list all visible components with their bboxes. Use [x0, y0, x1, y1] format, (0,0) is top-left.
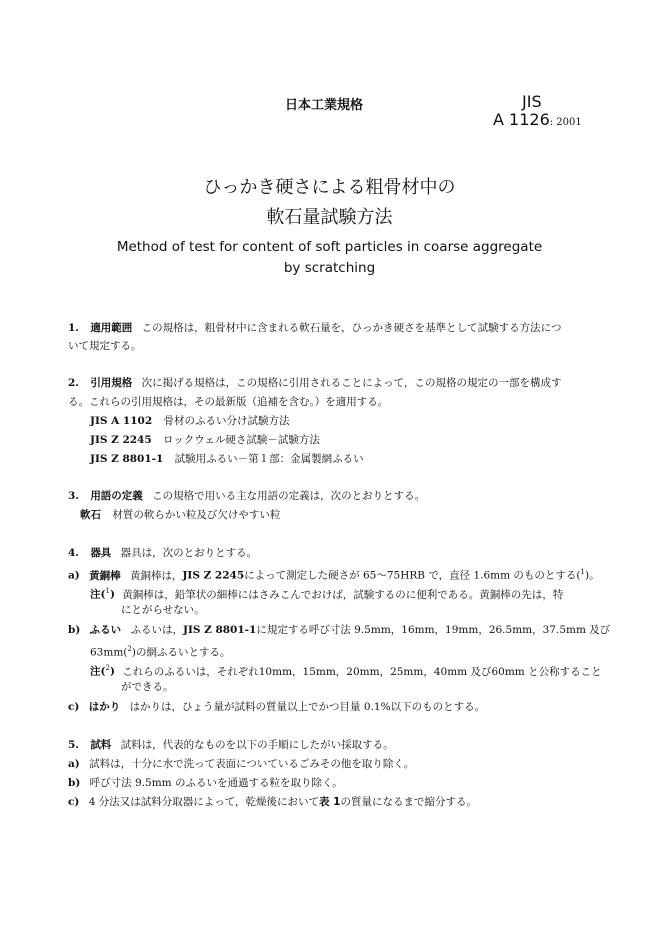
s2-text: 次に掲げる規格は，この規格に引用されることによって，この規格の規定の一部を構成す [141, 377, 562, 389]
item-text: によって測定した硬さが 65～75HRB で，直径 1.6mm のものとする( [244, 569, 581, 582]
s2-heading: 引用規格 [90, 377, 133, 389]
term: 軟石 [80, 509, 101, 521]
note-label: 注( [90, 588, 106, 601]
item-term: はかり [88, 701, 121, 713]
s1-text: この規格は，粗骨材中に含まれる軟石量を，ひっかき硬さを基準として試験する方法につ [141, 322, 562, 334]
item-ref: JIS Z 2245 [182, 569, 245, 582]
ref-title: 骨材のふるい分け試験方法 [163, 415, 290, 427]
title-en-line1: Method of test for content of soft particles in coarse aggregate [116, 239, 543, 255]
code-year: : 2001 [549, 117, 582, 128]
item-text: )の網ふるいとする。 [131, 646, 231, 659]
s5a-line [68, 757, 414, 771]
note-sup: 2 [105, 664, 110, 672]
footnote-ref: 2 [127, 645, 132, 653]
item-text: の質量になるまで縮分する。 [340, 796, 477, 808]
standard-code [493, 110, 582, 129]
note-label-close: ) [109, 665, 115, 678]
note-label: 注( [90, 665, 106, 678]
item-text: ふるいは， [130, 624, 183, 636]
note-line2: にとがらせない。 [121, 604, 205, 616]
s3-term-line [80, 508, 280, 522]
note-text: 黄銅棒は，鉛筆状の細棒にはさみこんでおけば，試験するのに便利である。黄銅棒の先は，特 [122, 588, 564, 601]
s4-heading: 器具 [90, 547, 112, 559]
s1-line1 [68, 321, 561, 335]
ref-code: JIS A 1102 [90, 415, 153, 427]
table-ref: 表 1 [319, 796, 341, 808]
note-line [90, 584, 563, 602]
jis-label: JIS [522, 92, 542, 111]
item-text: はかりは，ひょう量が試料の質量以上でかつ目量 0.1%以下のものとする。 [129, 701, 486, 713]
ref-title: 試験用ふるい－第１部：金属製網ふるい [174, 453, 364, 465]
s1-heading: 適用範囲 [90, 322, 133, 334]
footnote-ref: 1 [580, 568, 585, 576]
standard-name: 日本工業規格 [285, 98, 364, 113]
s2-line2: る。これらの引用規格は，その最新版（追補を含む。）を適用する。 [68, 396, 389, 408]
s5b-line [68, 776, 343, 790]
s5-number: 5. [68, 739, 79, 751]
ref-code: JIS Z 8801-1 [90, 453, 164, 465]
item-text: 呼び寸法 9.5mm のふるいを通過する粒を取り除く。 [89, 777, 343, 789]
s4b-line1 [68, 623, 610, 637]
s2-number: 2. [68, 377, 79, 389]
s5c-line [68, 795, 477, 809]
s3-heading: 用語の定義 [90, 490, 143, 502]
item-term: ふるい [89, 624, 122, 636]
item-label: c) [68, 796, 80, 808]
title-en-line2: by scratching [283, 260, 376, 276]
s4a-line1 [68, 565, 600, 583]
s4-line1 [68, 546, 257, 560]
item-text: 黄銅棒は， [129, 569, 183, 582]
item-text: 試料は，十分に水で洗って表面についているごみその他を取り除く。 [89, 758, 415, 770]
ref-item [90, 414, 290, 428]
item-text: 63mm( [90, 646, 128, 659]
ref-code: JIS Z 2245 [90, 434, 152, 446]
note-line [90, 661, 602, 679]
item-text: )。 [584, 569, 600, 582]
item-label: b) [68, 624, 81, 636]
s5-heading: 試料 [90, 739, 112, 751]
s2-line1 [68, 376, 561, 390]
note-label-close: ) [109, 588, 115, 601]
s3-text: この規格で用いる主な用語の定義は，次のとおりとする。 [152, 490, 426, 502]
item-label: a) [68, 569, 80, 582]
s4-number: 4. [68, 547, 79, 559]
item-label: c) [68, 701, 80, 713]
title-ja-line2: 軟石量試験方法 [266, 207, 393, 228]
note-sup: 1 [105, 587, 110, 595]
item-text: 4 分法又は試料分取器によって，乾燥後において [88, 796, 320, 808]
s3-line1 [68, 489, 425, 503]
s1-line2: いて規定する。 [68, 340, 142, 352]
s5-line1 [68, 738, 394, 752]
title-ja-line1: ひっかき硬さによる粗骨材中の [203, 177, 456, 198]
s4-text: 器具は，次のとおりとする。 [120, 547, 258, 559]
item-text: に規定する呼び寸法 9.5mm，16mm，19mm，26.5mm，37.5mm 及び [256, 624, 611, 636]
code-number: A 1126 [493, 110, 550, 129]
term-definition: 材質の軟らかい粒及び欠けやすい粒 [112, 509, 281, 521]
ref-item [90, 433, 320, 447]
item-label: b) [68, 777, 81, 789]
item-ref: JIS Z 8801-1 [183, 624, 257, 636]
item-label: a) [68, 758, 80, 770]
ref-item [90, 452, 364, 466]
s3-number: 3. [68, 490, 79, 502]
note-text: これらのふるいは，それぞれ10mm，15mm，20mm，25mm，40mm 及び60mm と公称すること [122, 665, 602, 678]
s5-text: 試料は，代表的なものを以下の手順にしたがい採取する。 [120, 739, 394, 751]
item-term: 黄銅棒 [89, 569, 121, 582]
ref-title: ロックウェル硬さ試験－試験方法 [163, 434, 320, 446]
note-line2: ができる。 [121, 681, 174, 693]
s4b-line2 [90, 642, 230, 660]
s4c-line1 [68, 700, 485, 714]
s1-number: 1. [68, 322, 79, 334]
